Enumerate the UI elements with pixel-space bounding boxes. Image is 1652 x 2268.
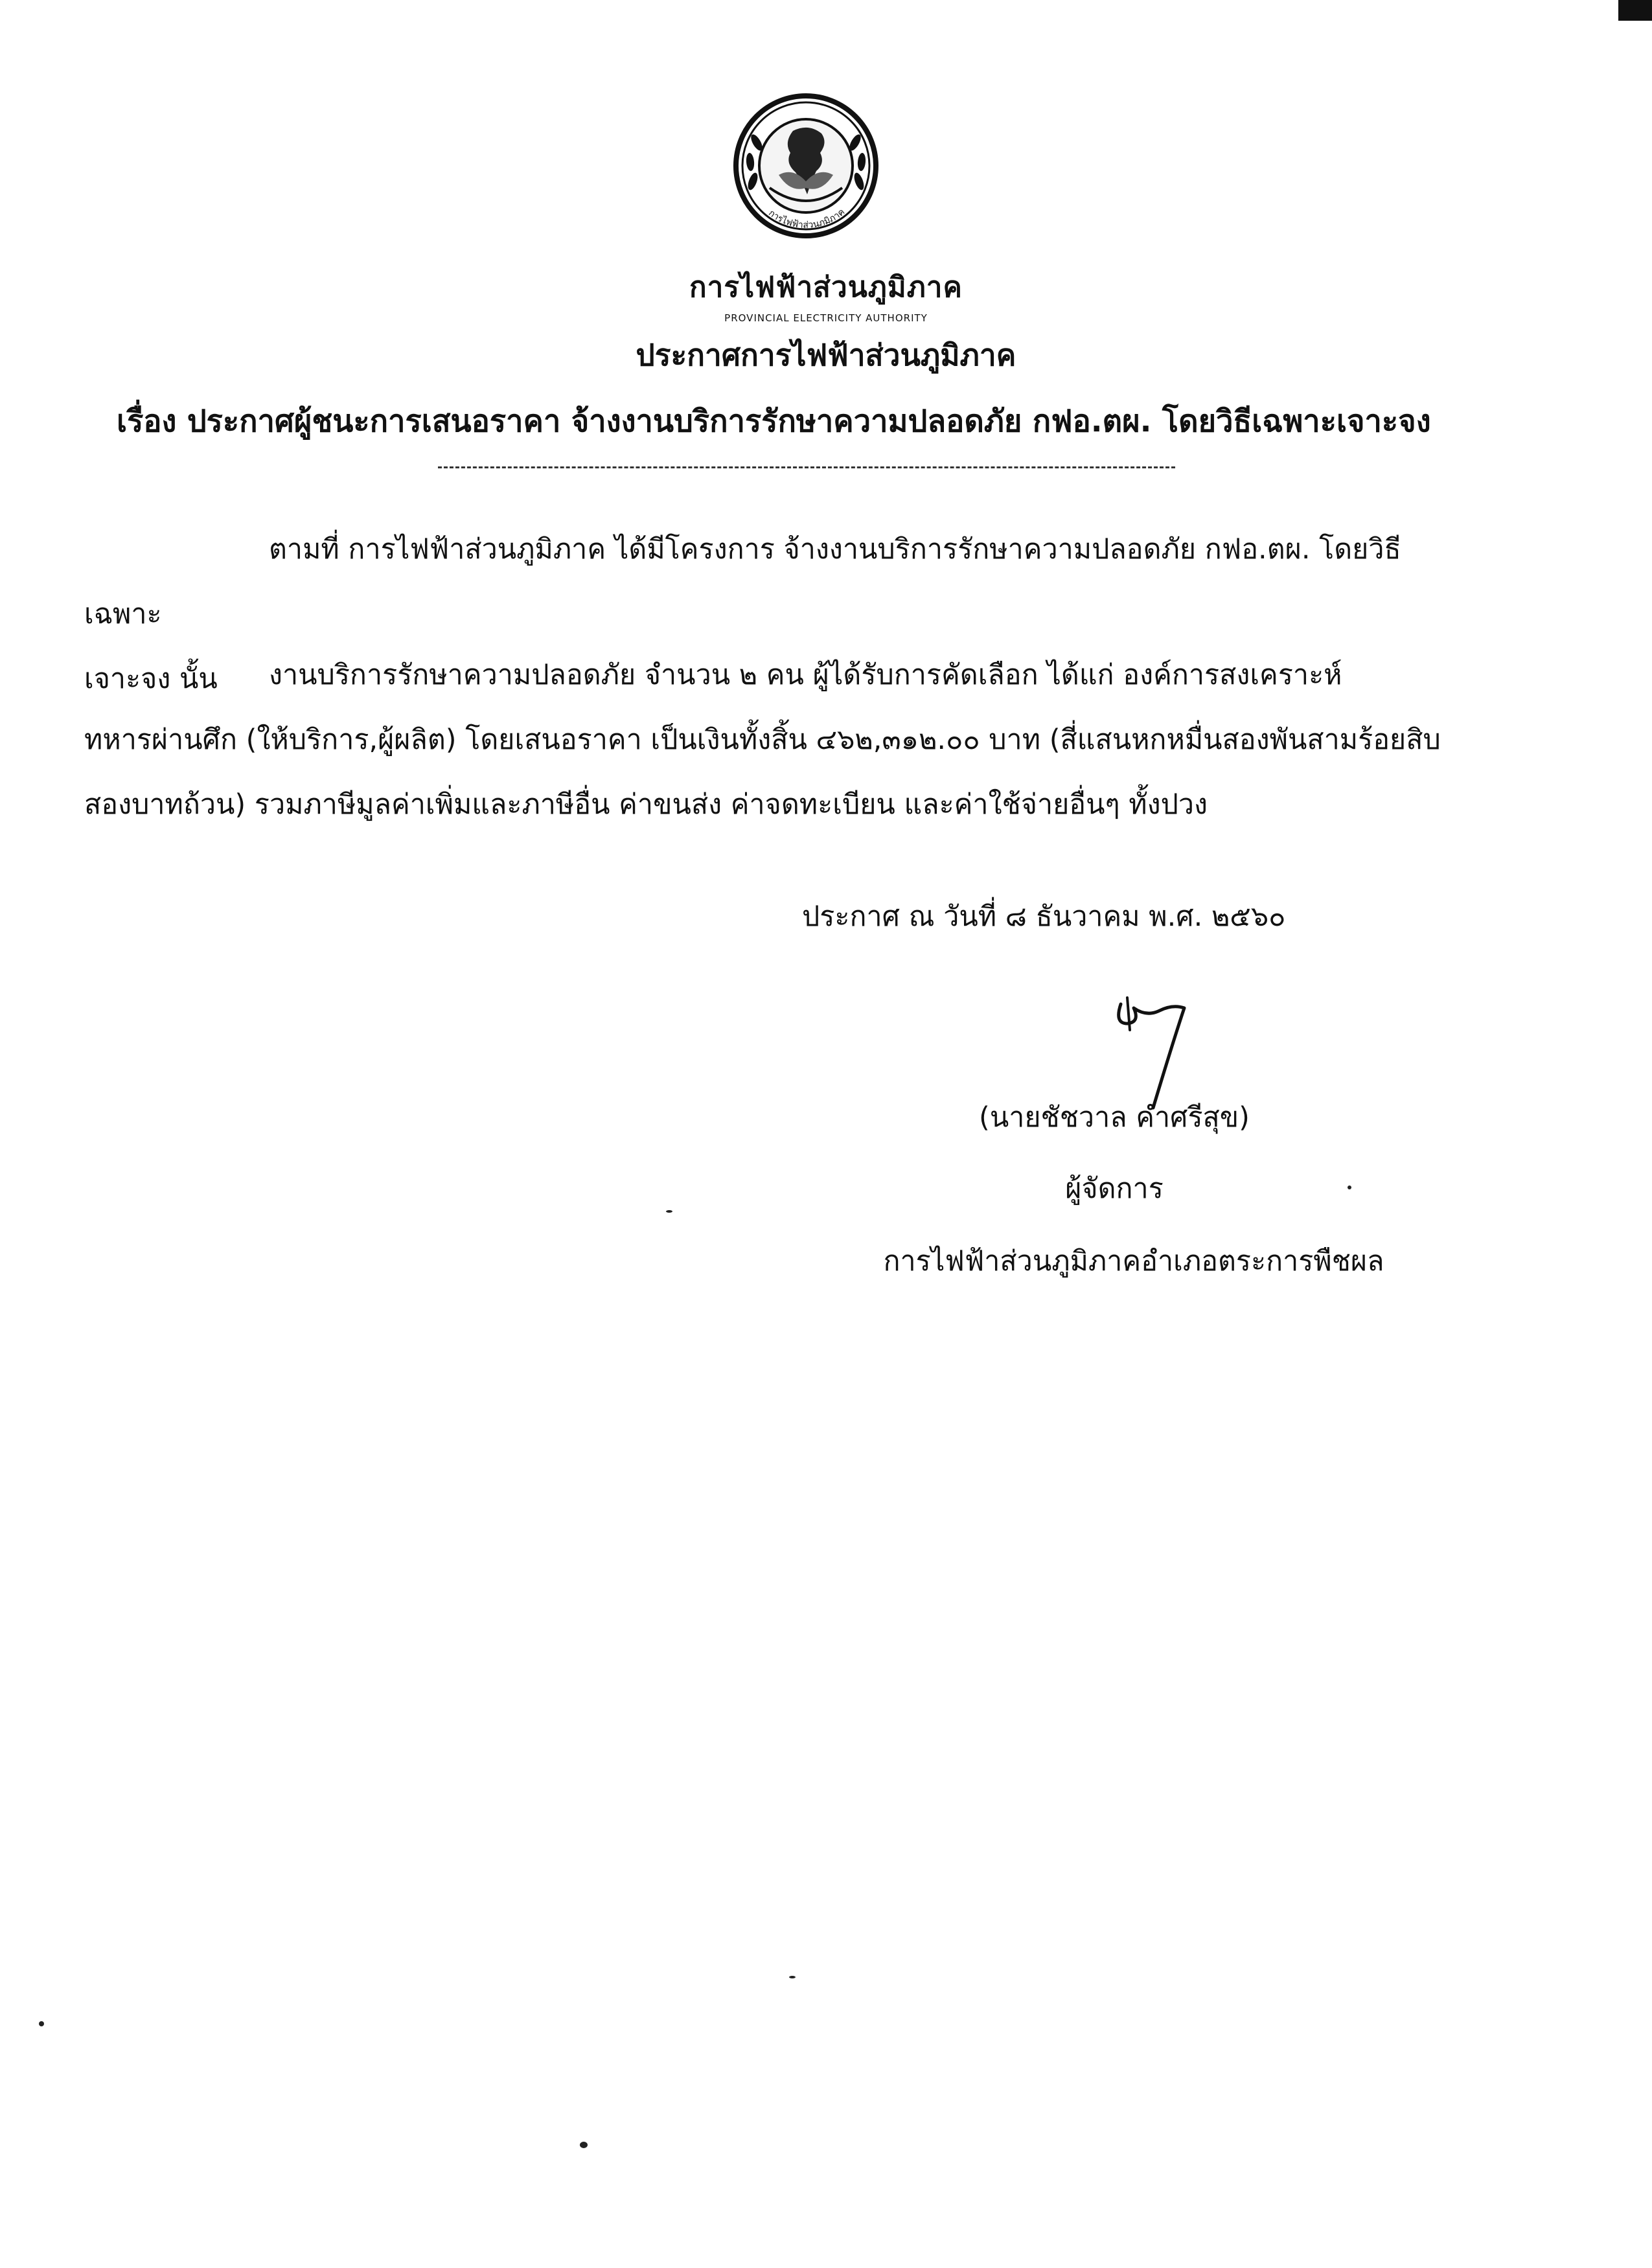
- paragraph-winner: [84, 643, 1477, 837]
- pea-logo: [731, 91, 881, 259]
- scan-speck: [39, 2021, 44, 2026]
- paragraph2-line2: ทหารผ่านศึก (ให้บริการ,ผู้ผลิต) โดยเสนอราคา เป็นเงินทั้งสิ้น ๔๖๒,๓๑๒.๐๐ บาท (สี่แสนหกหมื่นสองพันสามร้อยสิบ: [84, 724, 1441, 756]
- scan-speck: [666, 1210, 672, 1213]
- scan-corner-mark: [1618, 0, 1652, 21]
- paragraph2-line1: งานบริการรักษาความปลอดภัย จำนวน ๒ คน ผู้ได้รับการคัดเลือก ได้แก่ องค์การสงเคราะห์: [269, 659, 1342, 691]
- paragraph1-line1: ตามที่ การไฟฟ้าส่วนภูมิภาค ได้มีโครงการ จ้างงานบริการรักษาความปลอดภัย กฟอ.ตผ. โดยวิธีเฉพาะ: [84, 533, 1401, 630]
- scan-speck: [580, 2142, 588, 2148]
- announcement-subject: เรื่อง ประกาศผู้ชนะการเสนอราคา จ้างงานบริการรักษาความปลอดภัย กฟอ.ตผ. โดยวิธีเฉพาะเจาะจง: [117, 404, 1431, 439]
- scan-speck: [1348, 1186, 1351, 1189]
- paragraph1-line2: เจาะจง นั้น: [84, 663, 218, 695]
- signer-office: การไฟฟ้าส่วนภูมิภาคอำเภอตระการพืชผล: [883, 1245, 1384, 1277]
- org-name-english: PROVINCIAL ELECTRICITY AUTHORITY: [724, 312, 928, 324]
- paragraph2-line3: สองบาทถ้วน) รวมภาษีมูลค่าเพิ่มและภาษีอื่น ค่าขนส่ง ค่าจดทะเบียน และค่าใช้จ่ายอื่นๆ ทั้งปวง: [84, 788, 1208, 821]
- signer-name: (นายชัชวาล คำศรีสุข): [979, 1101, 1250, 1134]
- announcement-title: ประกาศการไฟฟ้าส่วนภูมิภาค: [636, 338, 1016, 372]
- announcement-date: ประกาศ ณ วันที่ ๘ ธันวาคม พ.ศ. ๒๕๖๐: [802, 900, 1286, 933]
- scan-speck: [789, 1976, 796, 1978]
- signer-title: ผู้จัดการ: [1065, 1173, 1164, 1205]
- separator-dashed-line: [438, 466, 1175, 468]
- svg-text:การไฟฟ้าส่วนภูมิภาค: การไฟฟ้าส่วนภูมิภาค: [766, 207, 847, 231]
- org-name-thai: การไฟฟ้าส่วนภูมิภาค: [689, 271, 963, 304]
